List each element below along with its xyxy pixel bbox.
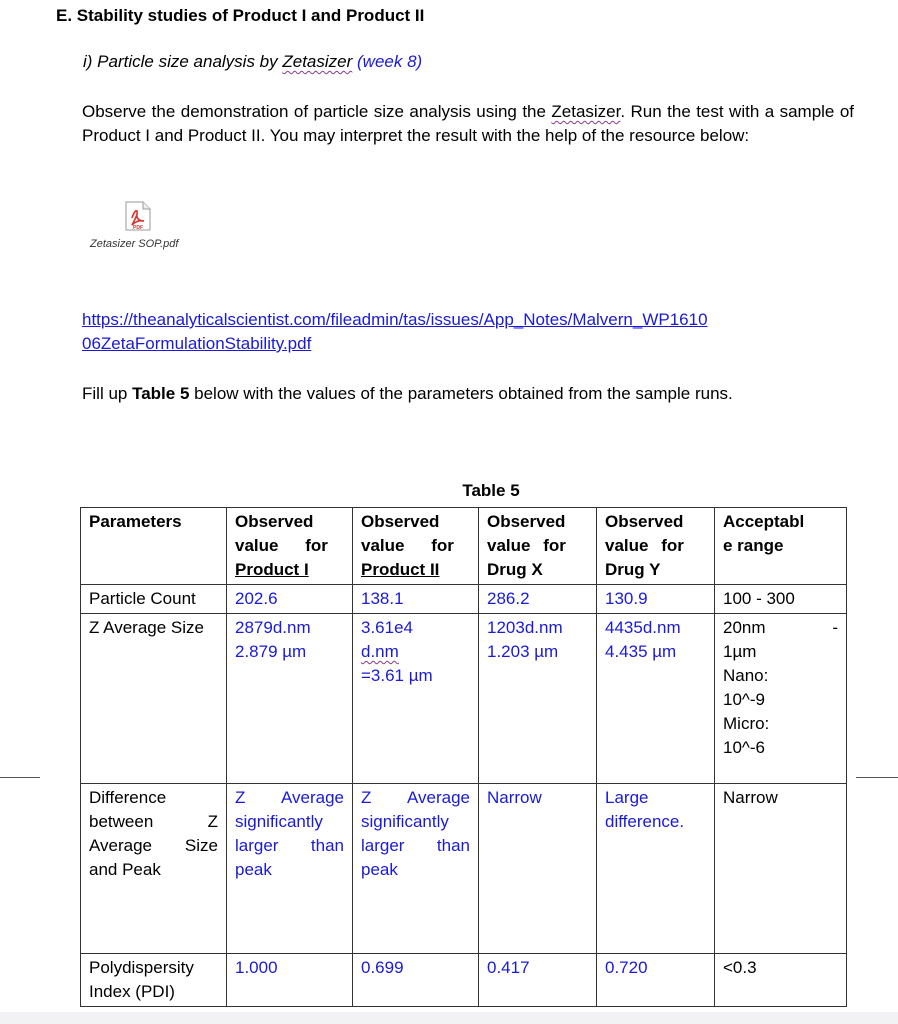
resource-link[interactable] — [82, 308, 708, 356]
header-acceptable-range: Acceptabl e range — [715, 508, 847, 585]
pdf-badge: PDF — [133, 225, 143, 231]
label-pdi: Polydispersity Index (PDI) — [81, 954, 227, 1007]
label-z-average: Z Average Size — [81, 614, 227, 784]
pdf-file-icon[interactable] — [125, 201, 151, 231]
fill-text-1: Fill up — [82, 384, 133, 403]
cell-particle-count-drug-y: 130.9 — [597, 585, 715, 614]
intro-text-2: . Run the test with a sample of Product I and Product II. You may interpret the result with the help of the resource below: — [82, 102, 854, 145]
table-caption: Table 5 — [462, 481, 520, 500]
label-difference: Difference between Z Average Size and Peak — [81, 784, 227, 954]
cell-z-average-product-2: 3.61e4 d.nm =3.61 µm — [353, 614, 479, 784]
cell-difference-product-2: Z Average significantly larger than peak — [353, 784, 479, 954]
subsection-week: (week 8) — [357, 52, 423, 71]
header-product-1: Observed value for Product I — [227, 508, 353, 585]
subsection-heading — [83, 52, 422, 72]
resource-link-line-1[interactable]: https://theanalyticalscientist.com/fileadmin/tas/issues/App_Notes/Malvern_WP1610 — [82, 310, 708, 329]
cell-pdi-range: <0.3 — [715, 954, 847, 1007]
table-5 — [80, 507, 847, 1007]
intro-zetasizer: Zetasizer — [551, 102, 621, 121]
subsection-title-zetasizer: Zetasizer — [282, 52, 353, 71]
cell-z-average-drug-x: 1203d.nm 1.203 µm — [479, 614, 597, 784]
row-particle-count — [81, 585, 847, 614]
header-product-2: Observed value for Product II — [353, 508, 479, 585]
cell-particle-count-range: 100 - 300 — [715, 585, 847, 614]
cell-z-average-range: 20nm - 1µm Nano: 10^-9 Micro: 10^-6 — [715, 614, 847, 784]
header-drug-x: Observed value for Drug X — [479, 508, 597, 585]
cell-particle-count-product-2: 138.1 — [353, 585, 479, 614]
cell-difference-drug-x: Narrow — [479, 784, 597, 954]
cell-difference-range: Narrow — [715, 784, 847, 954]
cell-pdi-product-1: 1.000 — [227, 954, 353, 1007]
cell-pdi-product-2: 0.699 — [353, 954, 479, 1007]
subsection-title: Particle size analysis by — [97, 52, 283, 71]
intro-paragraph — [82, 100, 854, 148]
cell-z-average-product-1: 2879d.nm 2.879 µm — [227, 614, 353, 784]
cell-difference-product-1: Z Average significantly larger than peak — [227, 784, 353, 954]
cell-particle-count-drug-x: 286.2 — [479, 585, 597, 614]
header-drug-y: Observed value for Drug Y — [597, 508, 715, 585]
cell-pdi-drug-y: 0.720 — [597, 954, 715, 1007]
fill-instruction — [82, 382, 854, 406]
row-difference — [81, 784, 847, 954]
resource-link-line-2[interactable]: 06ZetaFormulationStability.pdf — [82, 334, 312, 353]
fill-text-2: below with the values of the parameters obtained from the sample runs. — [189, 384, 733, 403]
cell-difference-drug-y: Large difference. — [597, 784, 715, 954]
bottom-bar — [0, 1012, 898, 1024]
subsection-number: i) — [83, 52, 98, 71]
pdf-attachment-label[interactable]: Zetasizer SOP.pdf — [90, 238, 179, 250]
row-z-average — [81, 614, 847, 784]
page-rule-left — [0, 777, 40, 778]
intro-text-1: Observe the demonstration of particle size analysis using the — [82, 102, 552, 121]
header-parameters: Parameters — [81, 508, 227, 585]
row-pdi — [81, 954, 847, 1007]
table-header-row — [81, 508, 847, 585]
section-heading: E. Stability studies of Product I and Product II — [56, 6, 425, 25]
cell-z-average-drug-y: 4435d.nm 4.435 µm — [597, 614, 715, 784]
label-particle-count: Particle Count — [81, 585, 227, 614]
fill-table-ref: Table 5 — [132, 384, 190, 403]
cell-particle-count-product-1: 202.6 — [227, 585, 353, 614]
page-rule-right — [856, 777, 898, 778]
cell-pdi-drug-x: 0.417 — [479, 954, 597, 1007]
